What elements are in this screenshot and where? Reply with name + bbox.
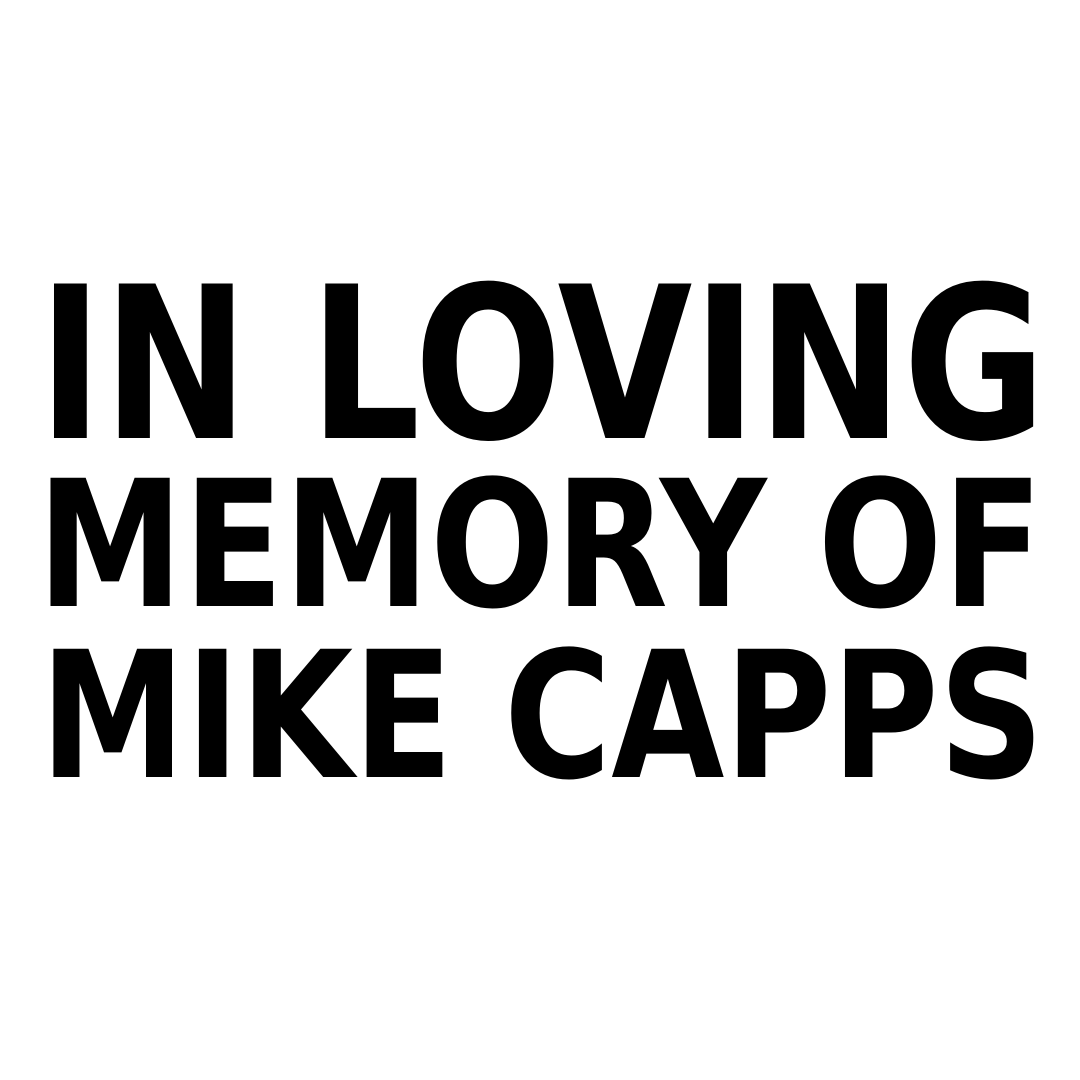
memorial-line-mike-capps: MIKE CAPPS [40,614,1044,819]
memorial-line-memory-of: MEMORY OF [37,443,1043,648]
memorial-line-in-loving: IN LOVING [38,241,1046,488]
